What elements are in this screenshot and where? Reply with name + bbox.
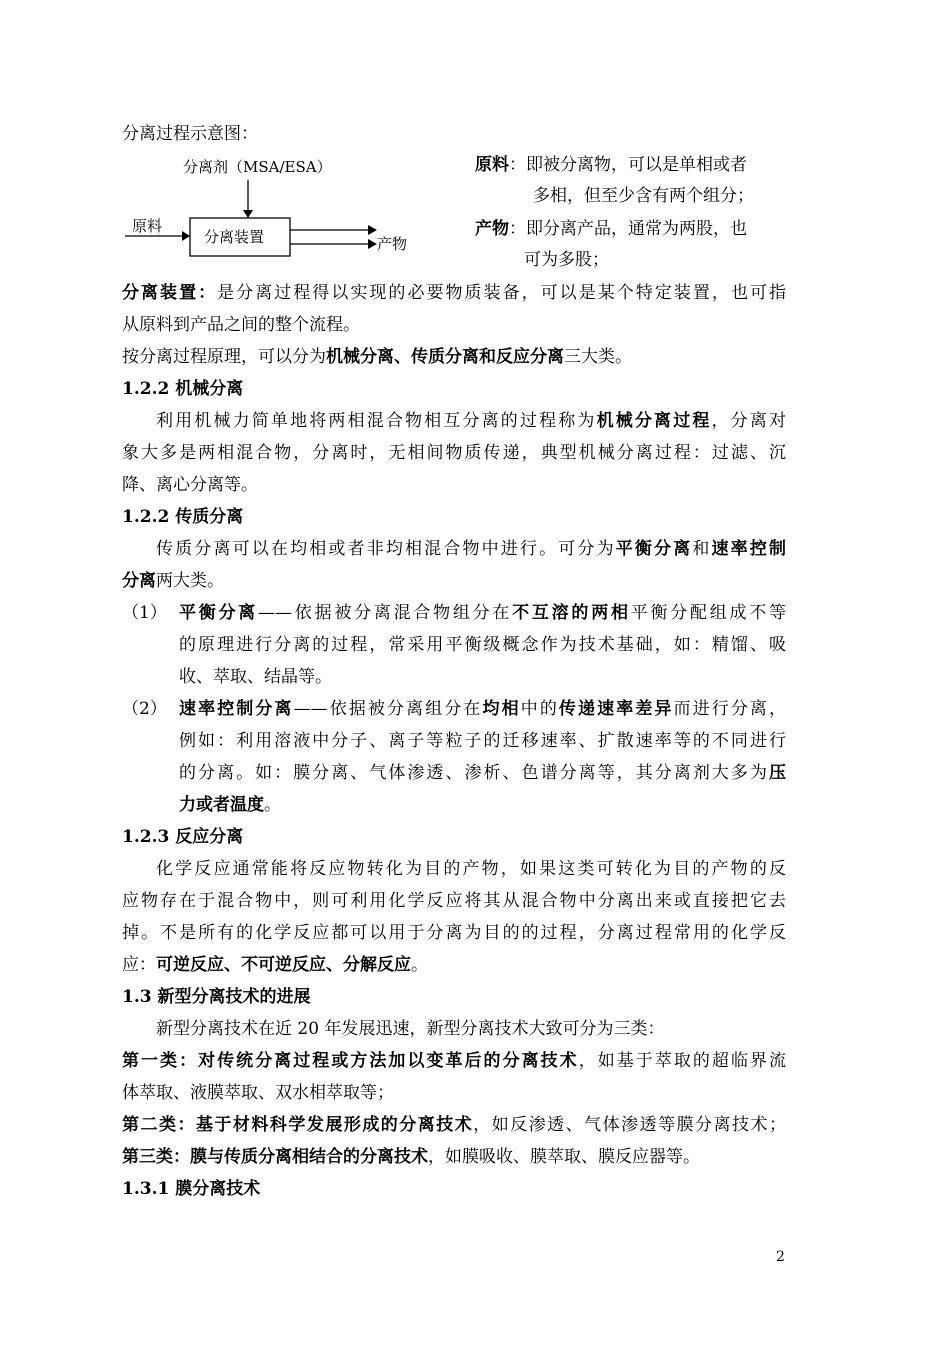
heading-membrane: 1.3.1 膜分离技术 (122, 1179, 261, 1199)
mech-line3: 降、离心分离等。 (122, 475, 258, 495)
item2-l1a: 速率控制分离 (179, 699, 294, 719)
classification-line (122, 349, 632, 366)
device-def-line1 (122, 285, 786, 302)
classification-suffix: 三大类。 (564, 347, 632, 367)
class2-bold: 第二类：基于材料科学发展形成的分离技术 (122, 1115, 474, 1135)
item2-line1 (179, 701, 786, 718)
device-def-line2: 从原料到产品之间的整个流程。 (122, 315, 360, 335)
feed-arrow-head (182, 231, 190, 241)
device-def-term: 分离装置： (122, 283, 218, 303)
item2-l3b: 压 (769, 763, 786, 783)
mass-line2 (122, 573, 224, 590)
react-l4b: 可逆反应、不可逆反应、分解反应 (156, 955, 411, 975)
heading-new-tech: 1.3 新型分离技术的进展 (122, 987, 311, 1007)
mass-l2b: 两大类。 (156, 571, 224, 591)
class1-rest: ，如基于萃取的超临界流 (578, 1051, 787, 1071)
feed-def-term: 原料 (475, 155, 509, 175)
item2-line3 (179, 765, 786, 782)
heading-mechanical: 1.2.2 机械分离 (122, 379, 244, 399)
mass-l2a: 分离 (122, 571, 156, 591)
item1-line3: 收、萃取、结晶等。 (179, 667, 332, 687)
mass-l1c: 和 (692, 539, 712, 559)
mass-l1d: 速率控制 (711, 539, 786, 559)
item2-l3a: 的分离。如：膜分离、气体渗透、渗析、色谱分离等，其分离剂大多为 (179, 763, 769, 783)
item2-number: （2） (122, 699, 167, 719)
mass-l1b: 平衡分离 (615, 539, 693, 559)
item1-number: （1） (122, 603, 167, 623)
react-l4c: 。 (411, 955, 428, 975)
product-arrow-2-head (368, 239, 377, 249)
class1-line1 (122, 1053, 786, 1070)
device-def-text: 是分离过程得以实现的必要物质装备，可以是某个特定装置，也可指 (217, 283, 787, 303)
diagram-intro: 分离过程示意图： (122, 124, 258, 144)
feed-def-line2: 多相，但至少含有两个组分； (533, 186, 754, 206)
item2-l4-end: 。 (264, 795, 281, 815)
feed-def-line1: ：即被分离物，可以是单相或者 (509, 155, 747, 175)
item2-l1d: 中的 (520, 699, 559, 719)
feed-label: 原料 (132, 217, 163, 235)
react-line4 (122, 957, 428, 974)
product-def-line1: ：即分离产品，通常为两股，也 (509, 219, 747, 239)
mech-line1 (156, 413, 786, 430)
item1-l1b: ——依据被分离混合物组分在 (258, 603, 513, 623)
item1-l1d: 平衡分配组成不等 (630, 603, 787, 623)
item2-l1b: ——依据被分离组分在 (293, 699, 483, 719)
mass-line1 (156, 541, 786, 558)
item2-l4: 力或者温度 (179, 795, 264, 815)
mech-l1c: ，分离对 (711, 411, 786, 431)
class2-line (122, 1117, 786, 1134)
item2-l1f: 而进行分离， (673, 699, 787, 719)
react-line3: 掉。不是所有的化学反应都可以用于分离为目的的过程，分离过程常用的化学反 (122, 923, 786, 943)
item2-line4 (179, 797, 281, 814)
class3-line (122, 1149, 700, 1166)
item2-l1e: 传递速率差异 (558, 699, 674, 719)
product-definition (475, 221, 747, 238)
item1-l1a: 平衡分离 (179, 603, 259, 623)
class1-bold: 第一类：对传统分离过程或方法加以变革后的分离技术 (122, 1051, 579, 1071)
mech-l1b: 机械分离过程 (596, 411, 712, 431)
classification-bold: 机械分离、传质分离和反应分离 (326, 347, 564, 367)
react-line2: 应物存在于混合物中，则可利用化学反应将其从混合物中分离出来或直接把它去 (122, 891, 786, 911)
new-intro: 新型分离技术在近 20 年发展迅速，新型分离技术大致可分为三类： (156, 1019, 665, 1039)
page-number: 2 (776, 1249, 785, 1265)
agent-label: 分离剂（MSA/ESA） (183, 158, 332, 176)
item2-l1c: 均相 (482, 699, 521, 719)
heading-mass-transfer: 1.2.2 传质分离 (122, 507, 244, 527)
class3-rest: ，如膜吸收、膜萃取、膜反应器等。 (428, 1147, 700, 1167)
agent-arrow-head (243, 210, 253, 218)
mech-l1a: 利用机械力简单地将两相混合物相互分离的过程称为 (156, 411, 597, 431)
react-line1: 化学反应通常能将反应物转化为目的产物，如果这类可转化为目的产物的反 (156, 859, 786, 879)
device-label: 分离装置 (204, 228, 265, 246)
product-def-term: 产物 (475, 219, 509, 239)
item1-line2: 的原理进行分离的过程，常采用平衡级概念作为技术基础，如：精馏、吸 (179, 635, 786, 655)
product-label: 产物 (377, 235, 408, 253)
classification-prefix: 按分离过程原理，可以分为 (122, 347, 326, 367)
product-arrow-1-head (368, 225, 377, 235)
class3-bold: 第三类：膜与传质分离相结合的分离技术 (122, 1147, 428, 1167)
heading-reaction: 1.2.3 反应分离 (122, 827, 244, 847)
feed-definition (475, 157, 747, 174)
class2-rest: ，如反渗透、气体渗透等膜分离技术； (473, 1115, 787, 1135)
item1-l1c: 不互溶的两相 (512, 603, 631, 623)
item1-line1 (179, 605, 786, 622)
product-def-line2: 可为多股； (524, 250, 609, 270)
item2-line2: 例如：利用溶液中分子、离子等粒子的迁移速率、扩散速率等的不同进行 (179, 731, 786, 751)
class1-line2: 体萃取、液膜萃取、双水相萃取等； (122, 1083, 394, 1103)
react-l4a: 应： (122, 955, 156, 975)
mass-l1a: 传质分离可以在均相或者非均相混合物中进行。可分为 (156, 539, 616, 559)
mech-line2: 象大多是两相混合物，分离时，无相间物质传递，典型机械分离过程：过滤、沉 (122, 443, 786, 463)
